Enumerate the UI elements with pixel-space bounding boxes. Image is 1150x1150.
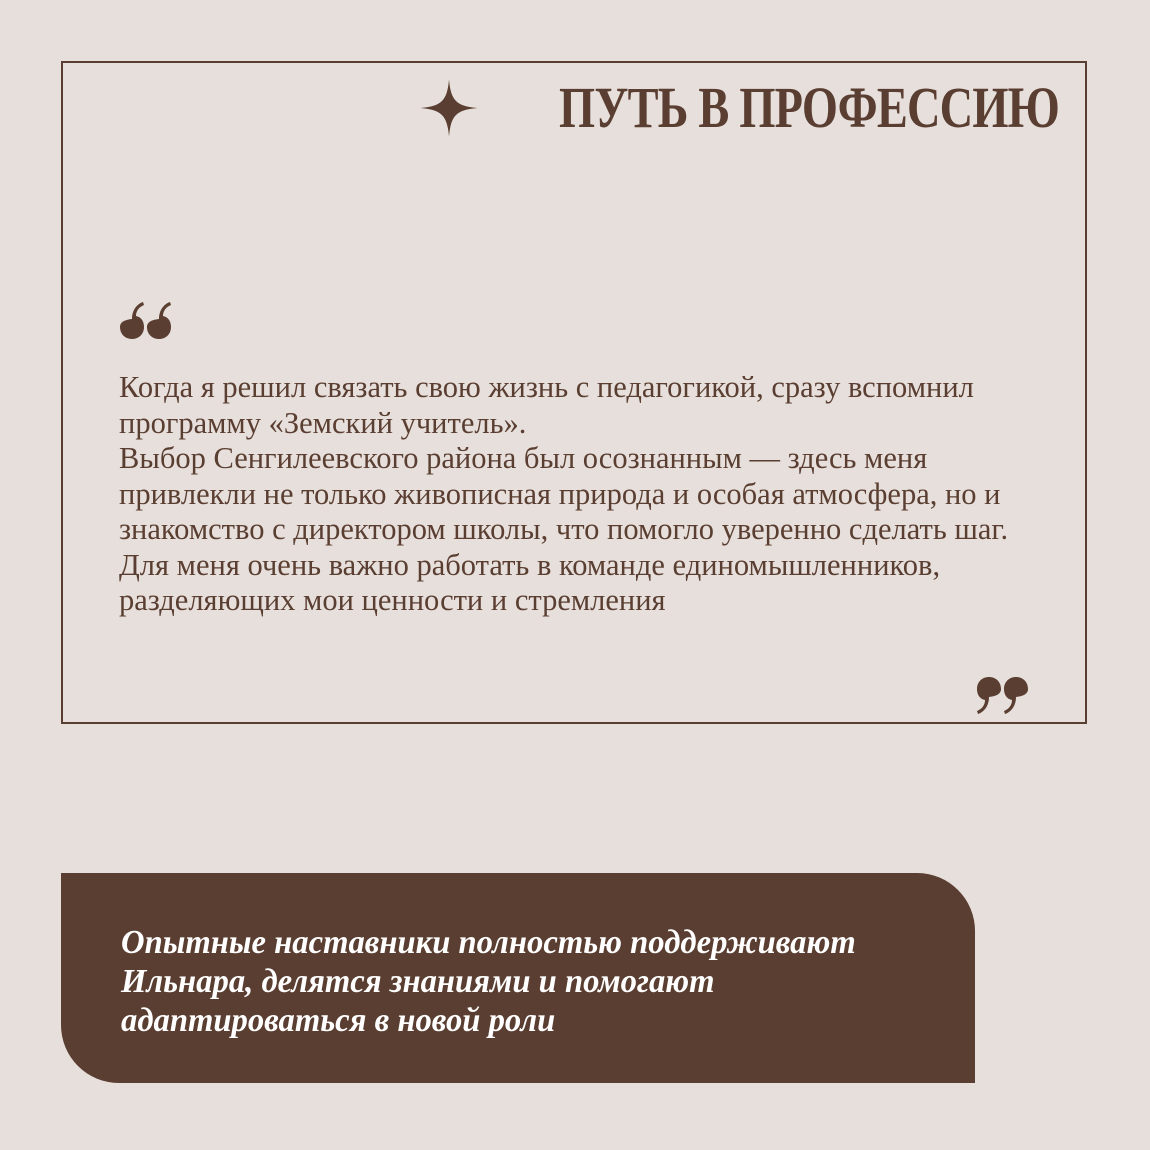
quote-card [61, 61, 1087, 724]
header [418, 77, 1059, 139]
quote-close-icon [977, 673, 1029, 715]
page-title: ПУТЬ В ПРОФЕССИЮ [558, 75, 1059, 140]
quote-open-icon [119, 301, 171, 343]
quote-text [119, 370, 1049, 619]
banner-text: Опытные наставники полностью поддерживают Ильнара, делятся знаниями и помогают адаптироваться в новой роли [121, 924, 856, 1039]
quote-paragraph-1: Когда я решил связать свою жизнь с педагогикой, сразу вспомнил программу «Земский учитель». [119, 370, 974, 440]
four-point-star-icon [418, 77, 480, 139]
banner [61, 873, 975, 1083]
quote-paragraph-2: Выбор Сенгилеевского района был осознанным — здесь меня привлекли не только живописная природа и особая атмосфера, но и знакомство с директором школы, что помогло уверенно сделать шаг. Для меня очень важно работать в команде единомышленников, разделяющих мои ценности и стремления [119, 441, 1009, 617]
